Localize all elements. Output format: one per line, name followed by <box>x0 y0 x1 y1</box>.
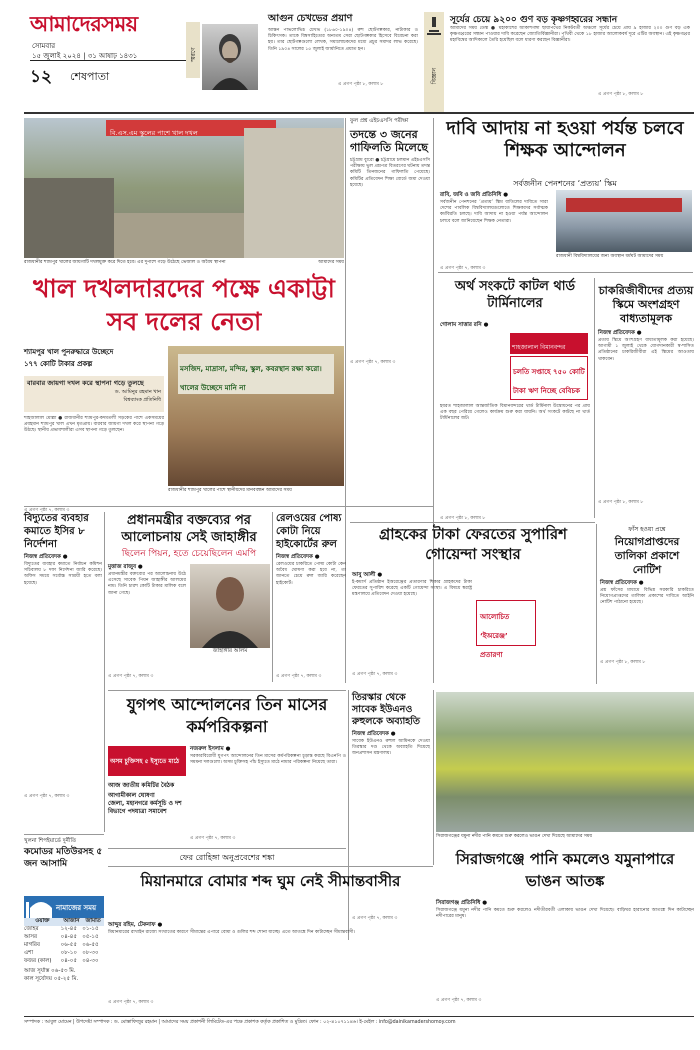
railway-story <box>276 512 346 682</box>
col2-continue: এ প্রগণ পৃষ্ঠা ৭, কলাম ৩ <box>350 360 396 365</box>
customer-headline: গ্রাহকের টাকা ফেরতের সুপারিশ গোয়েন্দা সংস্থার <box>379 525 567 563</box>
prayer-box <box>24 896 104 1012</box>
rohingya-col <box>108 922 433 1012</box>
sirajganj-headline: সিরাজগঞ্জে পানি কমলেও যমুনাপারে ভাঙন আতঙ্ক <box>455 850 675 890</box>
prayer-table: ওয়াক্ত আজান জামাত জোহর ১২-৪৫ ০১-১৫ আসর ০৪-৪৫ ০৫-১৫ মাগরিব ০৬-৫৫ ০৬-৫৫ এশা ০৮-১০ ০৮-৩০ ফজর (কাল) ০৪-০৫ ০৪-৩০ <box>24 918 104 966</box>
tibra-body: সাবেক ইউএনও রুহুল আমিনকে দেওয়া তিরস্কার দণ্ড থেকে অব্যাহতি দিয়েছে জনপ্রশাসন মন্ত্রণালয়। <box>352 739 430 757</box>
logo <box>30 8 200 38</box>
quota-body: প্রশ্ন ফাঁসের মাধ্যমে বিভিন্ন সরকারি চাকরিতে নিয়োগপ্রাপ্তদের তালিকা প্রকাশের দাবিতে আইনি নোটিশ পাঠানো হয়েছে। <box>600 588 694 606</box>
prayer-row: জোহর ১২-৪৫ ০১-১৫ <box>24 926 99 932</box>
rohingya-byline: আব্দুর রহিম, টেকনাফ ● <box>108 922 163 928</box>
rohingya-body: মিয়ানমারের রাখাইন রাজ্যে সংঘাতের কারণে সীমান্তের এপারে বোমা ও গুলির শব্দ শোনা যাচ্ছে। এতে আতঙ্কে দিন কাটাচ্ছেন সীমান্তবাসী। <box>108 930 355 935</box>
customer-continue: এ প্রগণ পৃষ্ঠা ৭, কলাম ৩ <box>352 672 398 677</box>
photo-banner: বি.এস.এম স্কুলের পাশে খাল দখল <box>106 120 276 136</box>
customer-byline: আবু আলী ● <box>352 572 383 578</box>
electricity-story <box>24 512 102 832</box>
movement-box3: আগামীকাল ঘোষণা <box>108 792 155 799</box>
masthead-day: সোমবার <box>32 42 56 50</box>
sirajganj-col <box>436 900 694 1012</box>
movement-byline: নজরুল ইসলাম ● <box>190 746 231 752</box>
page-number: ১২ <box>30 67 53 87</box>
masthead-date: ১৫ জুলাই ২০২৪ | ৩১ আষাঢ় ১৪৩১ <box>32 52 138 60</box>
customer-box: আলোচিত ‘ইঅরেঞ্জ’ প্রতারণা <box>476 600 536 646</box>
protest-caption: রাজধানীর শ্যামপুর খালের পাশে স্থানীয়দের মানববন্ধন আমাদের সময় <box>168 488 292 493</box>
pm-story <box>108 512 270 692</box>
terminal-headline: অর্থ সংকটে কাটল থার্ড টার্মিনালের <box>454 279 576 311</box>
movement-col <box>190 746 346 844</box>
pm-byline: মুত্তাজ রাজুব ● <box>108 564 143 570</box>
khulna-story: খুলনা শিপইয়ার্ডে দুর্নীতি কমোডর মতিউরসহ ৫ জন আসামি <box>24 838 103 869</box>
quota-continue: এ প্রগণ পৃষ্ঠা ৮, কলাম ৮ <box>600 660 646 665</box>
rohingya-headline: মিয়ানমারে বোমার শব্দ ঘুম নেই সীমান্তবাসীর <box>140 872 401 890</box>
topic2-title: সূর্যের চেয়ে ৯২০০ গুণ বড় কৃষ্ণগহ্বরের সন্ধান <box>450 15 618 25</box>
electricity-body: বিদ্যুতের ব্যবহার কমাতে নির্বাচন কমিশন সচিবালয় ৮ দফা নির্দেশনা জারি করেছে। অফিস সময়ে সর্বোচ্চ সাশ্রয়ী হতে বলা হয়েছে। <box>24 562 102 586</box>
lead-continue: এ প্রগণ পৃষ্ঠা ৭, কলাম ৩ <box>24 508 70 513</box>
section-name: শেষপাতা <box>70 70 110 83</box>
terminal-continue: এ প্রগণ পৃষ্ঠা ৮, কলাম ৮ <box>440 516 486 521</box>
movement-headline: যুগপৎ আন্দোলনের তিন মাসের কর্মপরিকল্পনা <box>126 695 328 736</box>
tibra-continue: এ প্রগণ পৃষ্ঠা ৭, কলাম ৩ <box>352 916 398 921</box>
protest-photo <box>168 346 344 486</box>
topic1-continue: এ প্রগণ পৃষ্ঠা ৮, কলাম ৮ <box>338 82 384 87</box>
prayer-row: এশা ০৮-১০ ০৮-৩০ <box>24 950 99 956</box>
pension-continue: এ প্রগণ পৃষ্ঠা ৮, কলাম ৮ <box>598 500 644 505</box>
microscope-icon <box>424 14 444 38</box>
pm-headline: প্রধানমন্ত্রীর বক্তব্যের পর আলোচনায় সেই জাহাঙ্গীর <box>121 513 257 545</box>
tibra-headline: তিরস্কার থেকে সাবেক ইউএনও রুহুলকে অব্যাহতি <box>352 692 421 727</box>
prayer-row: মাগরিব ০৬-৫৫ ০৬-৫৫ <box>24 942 99 948</box>
lead-quote-box: বারবার জায়গা দখল করে স্থাপনা গড়ে তুলছে ড. আমিনুর রহমান খান বিশ্বব্যাংক প্রতিনিধি <box>24 376 164 412</box>
pm-subhead: ছিলেন পিয়ন, হতে চেয়েছিলেন এমপি <box>121 549 257 559</box>
protest-sign: মসজিদ, মাদ্রাসা, মন্দির, স্কুল, কবরস্থান রক্ষা করো। খালের উচ্ছেদে মানি না <box>178 354 334 394</box>
teacher-body: সর্বজনীন পেনশনের ‘প্রত্যয়’ স্কিম বাতিলের দাবিতে সারা দেশের পাবলিক বিশ্ববিদ্যালয়গুলোতে শিক্ষকদের সর্বাত্মক কর্মবিরতি চলছে। দাবি আদায় না হওয়া পর্যন্ত আন্দোলন চলবে বলে জানিয়েছেন শিক্ষক নেতারা। <box>440 200 548 224</box>
quota-notice <box>600 524 694 684</box>
pension-headline: চাকরিজীবীদের প্রত্যয় স্কিমে অংশগ্রহণ বাধ্যতামূলক <box>598 284 694 325</box>
terminal-badge: শাহজালাল বিমানবন্দর <box>510 333 588 354</box>
pm-continue: এ প্রগণ পৃষ্ঠা ৭, কলাম ৩ <box>108 674 154 679</box>
lead-photo-caption: রাজধানীর শ্যামপুর খালের জায়গাটি দখলমুক্ত করে দিতে হবে। এর দুপাশে গড়ে উঠেছে ভেজাল ও অবৈধ স্থাপনা আমাদের সময় <box>24 260 344 265</box>
portrait-icon <box>202 24 258 90</box>
sirajganj-byline: সিরাজগঞ্জ প্রতিনিধি ● <box>436 900 487 906</box>
railway-byline: নিজস্ব প্রতিবেদক ● <box>276 554 320 560</box>
pm-body: প্রধানমন্ত্রীর বক্তব্যের পর আলোচনায় উঠে এসেছে সাবেক পিয়ন জাহাঙ্গীর আলমের নাম। তিনি চারশ কোটি টাকার মালিক বলে জানা গেছে। <box>108 572 186 596</box>
topic2-continue: এ প্রগণ পৃষ্ঠা ৮, কলাম ৮ <box>598 92 644 97</box>
jahangir-photo <box>190 564 270 648</box>
topic2-text: আমাদের সময় ডেস্ক ● মহাকাশের আকাশগঙ্গা ছায়াপথের নিকটবর্তী অঞ্চলে সূর্যের চেয়ে প্রায় ৯ হাজার ২০০ গুণ বড় এক কৃষ্ণগহ্বরের সন্ধান পাওয়ার দাবি করেছেন জ্যোতির্বিজ্ঞানীরা। পৃথিবী থেকে ১৮ হাজার আলোকবর্ষ দূরে এটির অবস্থান। এই কৃষ্ণগহ্বর মহাবিশ্বের আদিকালে তৈরি হয়েছিল বলে ধারণা করছেন বিজ্ঞানীরা। <box>450 26 690 44</box>
terminal-col <box>440 322 590 522</box>
topic1-title: আগুন চেখভের প্রয়াণ <box>268 13 353 24</box>
sirajganj-continue: এ প্রগণ পৃষ্ঠা ৭, কলাম ৩ <box>436 998 482 1003</box>
pension-body: প্রত্যয় স্কিমে অংশগ্রহণ বাধ্যতামূলক করা হয়েছে। আগামী ১ জুলাই থেকে যোগদানকারী স্ব-শাসিত প্রতিষ্ঠানের চাকরিজীবীরা এই স্কিমের আওতায় থাকবেন। <box>598 338 694 362</box>
mosque-banner <box>24 896 104 918</box>
prayer-row: আসর ০৪-৪৫ ০৫-১৫ <box>24 934 99 940</box>
mosque-icon <box>26 896 56 918</box>
lead-photo <box>24 118 344 258</box>
customer-body: ই-কমার্স প্রতিষ্ঠান ইঅরেঞ্জের প্রতারণার শিকার গ্রাহকদের টাকা ফেরতের সুপারিশ করেছে একটি গোয়েন্দা সংস্থা। এ বিষয়ে স্বরাষ্ট্র মন্ত্রণালয়ে প্রতিবেদন দেওয়া হয়েছে। <box>352 580 472 598</box>
terminal-highlight: চলতি সপ্তাহে ৭৫০ কোটি টাকা ঋণ নিচ্ছে বেবিচক <box>510 356 588 400</box>
footer-imprint: সম্পাদক : আবুল মোমেন | উপদেষ্টা সম্পাদক : ড. মোস্তাফিজুর রহমান | আমাদের সময় প্রকাশনী লিমিটেড-এর পক্ষে প্রকাশক কর্তৃক প্রকাশিত ও মুদ্রিত। ফোন : ০২-৪১০৭১১৪৬। ই-মেইল : info@dainikamadershomoy.com <box>24 1020 456 1025</box>
sunrise: কাল সূর্যোদয় ০৫-২৫ মি. <box>24 976 79 982</box>
quota-kicker: ফাঁস হওয়া প্রশ্নে <box>628 526 666 533</box>
railway-continue: এ প্রগণ পৃষ্ঠা ৭, কলাম ৩ <box>276 674 322 679</box>
col2-kicker: ফুল প্রশ্ন এইচএসসি পরীক্ষা <box>350 118 409 124</box>
quota-headline: নিয়োগপ্রাপ্তদের তালিকা প্রকাশে নোটিশ <box>614 536 680 576</box>
flood-photo <box>436 692 694 832</box>
teacher-photo <box>556 190 692 252</box>
railway-headline: রেলওয়ের পোষ্য কোটা নিয়ে হাইকোর্টের রুল <box>276 513 342 550</box>
pension-story <box>598 284 694 520</box>
khulna-headline: কমোডর মতিউরসহ ৫ জন আসামি <box>24 847 103 869</box>
teacher-continue: এ প্রগণ পৃষ্ঠা ৭, কলাম ৩ <box>440 266 486 271</box>
lead-body: শাহজালাল মোল্লা ● রাজধানীর শ্যামপুর-কদমতলী সড়কের পাশে একসময়ের প্রবহমান শ্যামপুর খাল এখন মৃতপ্রায়। বারবার জায়গা দখল করে স্থাপনা গড়ে উঠছে। স্থানীয় প্রভাবশালীরা এসব স্থাপনা গড়ে তুলছেন। <box>24 416 164 434</box>
electricity-headline: বিদ্যুতের ব্যবহার কমাতে ইসির ৮ নির্দেশনা <box>24 513 89 550</box>
quota-byline: নিজস্ব প্রতিবেদক ● <box>600 580 644 586</box>
teacher-headline: দাবি আদায় না হওয়া পর্যন্ত চলবে শিক্ষক আন্দোলন <box>446 118 684 161</box>
chekhov-portrait <box>202 24 258 90</box>
movement-continue: এ প্রগণ পৃষ্ঠা ৭, কলাম ৩ <box>190 836 236 841</box>
prayer-title: নামাজের সময় <box>56 904 97 912</box>
teacher-subhead: সর্বজনীন পেনশনের ‘প্রত্যয়’ স্কিম <box>513 179 617 188</box>
flood-caption: সিরাজগঞ্জের যমুনা নদীর পানি কমতে শুরু করলেও ভাঙন দেখা দিয়েছে আমাদের সময় <box>436 834 593 839</box>
movement-body: সরকারবিরোধী যুগপৎ আন্দোলনের তিন মাসের কর্মপরিকল্পনা চূড়ান্ত করছে বিএনপি ও সমমনা দলগুলো। অসম চুক্তিসহ পাঁচ ইস্যুতে মাঠে নামার পরিকল্পনা নিয়েছে তারা। <box>190 754 346 766</box>
electricity-byline: নিজস্ব প্রতিবেদক ● <box>24 554 68 560</box>
rohingya-continue: এ প্রগণ পৃষ্ঠা ৭, কলাম ৩ <box>108 1000 154 1005</box>
teacher-byline: রাবি, জবি ও জবি প্রতিনিধি ● <box>440 192 509 198</box>
prayer-row: ফজর (কাল) ০৪-০৫ ০৪-৩০ <box>24 958 99 964</box>
lead-headline: খাল দখলদারদের পক্ষে একাট্টা সব দলের নেতা <box>33 274 335 336</box>
col2-headline: তদন্তে ৩ জনের গাফিলতি মিলেছে <box>350 128 428 154</box>
teacher-body-wrap <box>440 192 548 262</box>
teacher-photo-caption: রাজধানী বিশ্ববিদ্যালয়ের জন্য অবস্থান ধর্মঘট আমাদের সময় <box>556 254 664 259</box>
customer-col <box>352 572 594 682</box>
terminal-body: হযরত শাহজালাল আন্তর্জাতিক বিমানবন্দরের থার্ড টার্মিনাল উদ্বোধনের পর প্রায় এক বছর পেরিয়ে গেলেও কার্যক্রম শুরু করা যায়নি। অর্থ সংকটে কাটছে না থার্ড টার্মিনালের জট। <box>440 404 590 422</box>
electricity-continue: এ প্রগণ পৃষ্ঠা ৭, কলাম ৩ <box>24 794 70 799</box>
movement-box4: জেলা, মহানগরে কর্মসূচি ও দশ বিভাগে পদযাত্রা সমাবেশ <box>108 800 182 815</box>
masthead <box>0 0 700 120</box>
logo-text: আমাদেরসময় <box>30 12 138 36</box>
topic1-label: স্মরণে <box>186 22 200 78</box>
microscope-box: বিজ্ঞান <box>424 12 444 112</box>
jahangir-name: জাহাঙ্গীর আলম <box>212 648 248 654</box>
terminal-byline: গোলাম সাত্তার রনি ● <box>440 322 489 328</box>
sirajganj-body: সিরাজগঞ্জে যমুনা নদীর পানি কমতে শুরু করলেও নদীতীরবর্তী এলাকায় ভাঙন দেখা দিয়েছে। বাড়িঘর হারানোর আতঙ্কে দিন কাটাচ্ছেন নদীপারের মানুষ। <box>436 908 694 920</box>
movement-box2: আজ জাতীয় কমিটির বৈঠক <box>108 782 175 789</box>
lead-kicker-box: শ্যামপুর খাল পুনরুদ্ধারে উচ্ছেদে ১৭৭ কোটি টাকার প্রকল্প <box>24 348 114 368</box>
rohingya-kicker: ফের রোহিঙ্গা অনুপ্রবেশের শঙ্কা <box>179 853 275 862</box>
sunset: আজ সূর্যাস্ত ০৬-৫৩ মি. <box>24 968 76 974</box>
topic1-text: আন্তন পাভলোভিচ চেখভ (১৮৬০-১৯০৪) রুশ ছোটগল্পকার, নাট্যকার ও চিকিৎসক। তাকে বিশ্বসাহিত্যের অন্যতম সেরা ছোটগল্পকার হিসেবে বিবেচনা করা হয়। তার ছোটগল্পগুলো লেখক, সমালোচকদের মধ্যে প্রচুর সমাদর লাভ করেছে। তিনি ১৯০৪ সালের ১৫ জুলাই জার্মানিতে প্রয়াত হন। <box>268 28 418 52</box>
movement-box1: অসম চুক্তিসহ ৫ ইস্যুতে মাঠে নামছে বিএনপি ও সমমনা দল <box>108 746 186 776</box>
lead-body-wrap <box>24 416 164 516</box>
person-icon <box>190 564 270 648</box>
railway-body: রেলওয়ের চাকরিতে পোষ্য কোটা কেন অবৈধ ঘোষণা করা হবে না, তা জানতে চেয়ে রুল জারি করেছেন হাইকোর্ট। <box>276 562 346 586</box>
col2-body: চট্টগ্রাম ব্যুরো ● চট্টগ্রামে চলমান এইচএসসি পরীক্ষায় ভুল প্রশ্নপত্র বিতরণের ঘটনায় তদন্ত কমিটি তিনজনের গাফিলতি পেয়েছে। কমিটির প্রতিবেদন শিক্ষা বোর্ডে জমা দেওয়া হয়েছে। <box>350 158 430 188</box>
pension-byline: নিজস্ব প্রতিবেদক ● <box>598 330 642 336</box>
tibra-byline: নিজস্ব প্রতিবেদক ● <box>352 731 396 737</box>
